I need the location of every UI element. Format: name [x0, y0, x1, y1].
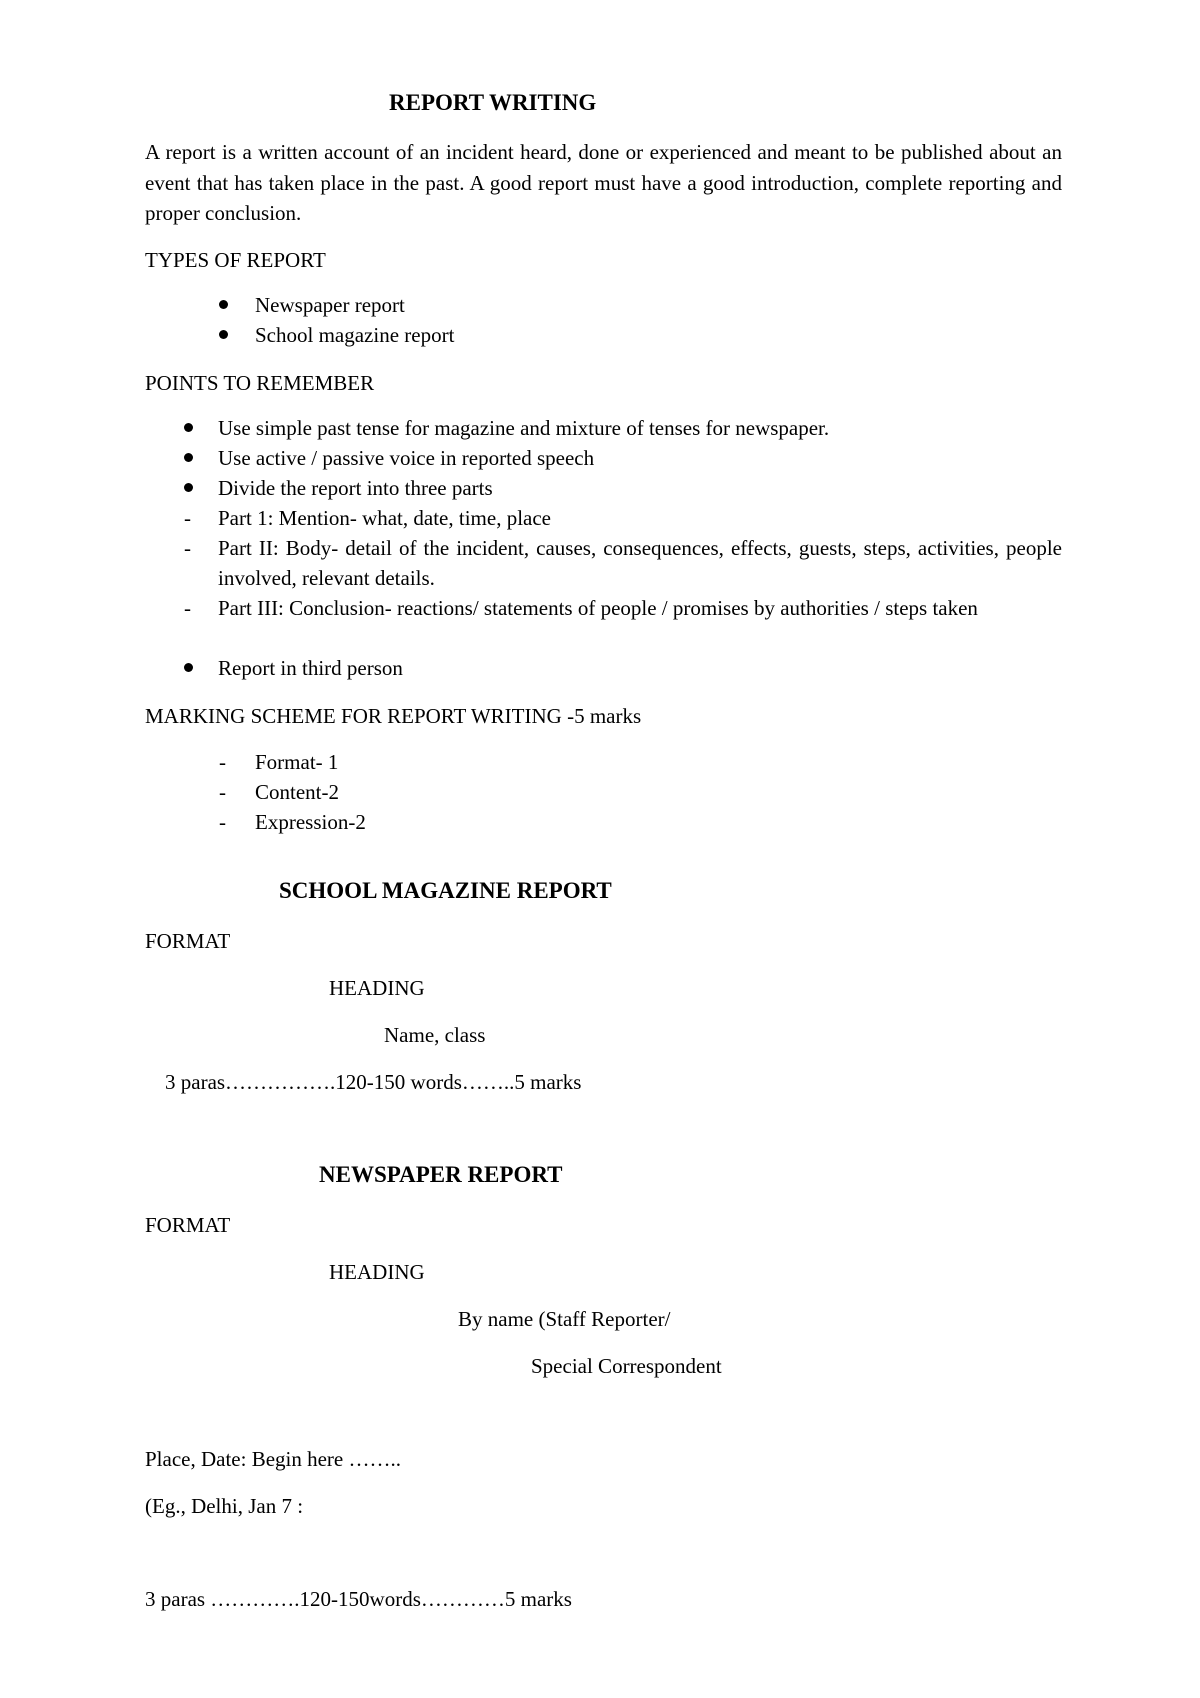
dash-icon: - — [219, 780, 226, 804]
section-title-school-magazine: SCHOOL MAGAZINE REPORT — [279, 878, 612, 903]
page-title: REPORT WRITING — [389, 90, 597, 115]
list-item-text: Expression-2 — [255, 810, 366, 834]
heading-placeholder: HEADING — [329, 976, 425, 1000]
bullet-icon — [184, 483, 193, 492]
dash-icon: - — [184, 506, 191, 530]
marking-heading: MARKING SCHEME FOR REPORT WRITING -5 marks — [145, 704, 642, 728]
types-heading: TYPES OF REPORT — [145, 248, 326, 272]
list-item-text: School magazine report — [255, 323, 455, 347]
byline: Name, class — [384, 1023, 486, 1047]
dash-icon: - — [184, 536, 191, 560]
format-label: FORMAT — [145, 1213, 231, 1237]
dash-icon: - — [219, 810, 226, 834]
list-item-text: Format- 1 — [255, 750, 339, 774]
bullet-icon — [219, 330, 228, 339]
dash-icon: - — [219, 750, 226, 774]
byline: By name (Staff Reporter/ — [458, 1307, 671, 1331]
section-title-newspaper: NEWSPAPER REPORT — [319, 1162, 563, 1187]
list-item-text: Use active / passive voice in reported speech — [218, 446, 595, 470]
bullet-icon — [184, 423, 193, 432]
list-item-text: Part III: Conclusion- reactions/ statements of people / promises by authorities / steps taken — [218, 596, 978, 620]
list-item-text: Part II: Body- detail of the incident, causes, consequences, effects, guests, steps, activities, people involved, relevant details. — [218, 536, 1062, 590]
place-date-line: Place, Date: Begin here …….. — [145, 1447, 401, 1471]
list-item-text: Report in third person — [218, 656, 403, 680]
list-item-text: Divide the report into three parts — [218, 476, 493, 500]
list-item-text: Newspaper report — [255, 293, 405, 317]
list-item-text: Content-2 — [255, 780, 339, 804]
heading-placeholder: HEADING — [329, 1260, 425, 1284]
byline-continued: Special Correspondent — [531, 1354, 722, 1378]
list-item-text: Part 1: Mention- what, date, time, place — [218, 506, 551, 530]
dash-icon: - — [184, 596, 191, 620]
bullet-icon — [184, 453, 193, 462]
bullet-icon — [184, 663, 193, 672]
intro-paragraph: A report is a written account of an incident heard, done or experienced and meant to be published about an event that has taken place in the past. A good report must have a good introduction, complete reporting and proper conclusion. — [145, 140, 1062, 225]
format-label: FORMAT — [145, 929, 231, 953]
bullet-icon — [219, 300, 228, 309]
body-line: 3 paras ………….120-150words…………5 marks — [145, 1587, 572, 1611]
example-line: (Eg., Delhi, Jan 7 : — [145, 1494, 304, 1518]
points-heading: POINTS TO REMEMBER — [145, 371, 375, 395]
body-line: 3 paras…………….120-150 words……..5 marks — [165, 1070, 582, 1094]
list-item-text: Use simple past tense for magazine and mixture of tenses for newspaper. — [218, 416, 830, 440]
